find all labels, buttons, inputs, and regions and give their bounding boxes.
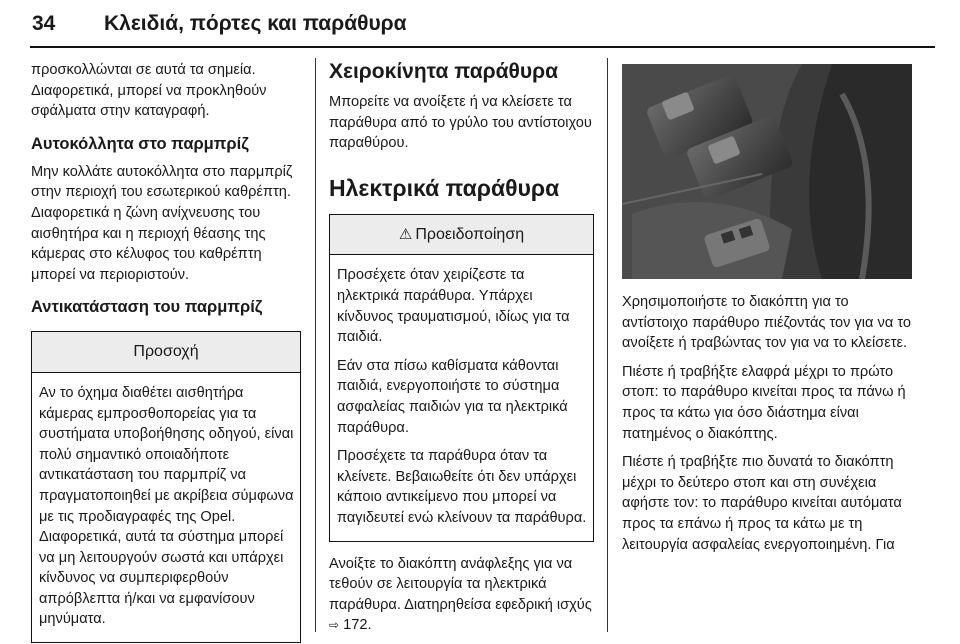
paragraph-manual-windows: Μπορείτε να ανοίξετε ή να κλείσετε τα παράθυρα από το γρύλο του αντίστοιχου παραθύρου. <box>329 94 592 152</box>
heading-windshield-replacement: Αντικατάσταση του παρμπρίζ <box>31 298 263 317</box>
caution-title: Προσοχή <box>32 332 300 373</box>
warning-header <box>330 215 593 256</box>
warning-body <box>330 255 593 540</box>
paragraph-first-stop: Πιέστε ή τραβήξτε ελαφρά μέχρι το πρώτο στοπ: το παράθυρο κινείται προς τα πάνω ή προς τα κάτω για όσο διάστημα είναι πατημένος ο διακόπτης. <box>622 363 906 442</box>
warning-triangle-icon: ⚠ <box>398 225 413 243</box>
column-middle <box>329 60 594 644</box>
column-divider-2 <box>607 58 608 632</box>
warning-title: Προειδοποίηση <box>415 225 525 243</box>
caution-box <box>31 331 301 643</box>
warning-paragraph-2: Εάν στα πίσω καθίσματα κάθονται παιδιά, ενεργοποιήστε το σύστημα ασφαλείας παιδιών για τα ηλεκτρικά παράθυρα. <box>337 357 568 436</box>
caution-body <box>32 373 300 642</box>
column-divider-1 <box>315 58 316 632</box>
page-number: 34 <box>32 12 56 35</box>
page-reference-arrow-icon: ⇨ <box>329 618 340 633</box>
column-right <box>622 60 912 563</box>
ignition-text: Ανοίξτε το διακόπτη ανάφλεξης για να τεθούν σε λειτουργία τα ηλεκτρικά παράθυρα. Διατηρηθείσα εφεδρική ισχύς <box>329 555 592 613</box>
paragraph-second-stop: Πιέστε ή τραβήξτε πιο δυνατά το διακόπτη μέχρι το δεύτερο στοπ και στη συνέχεια αφήστε τον: το παράθυρο κινείται αυτόματα προς τα επάνω ή προς τα κάτω με τη λειτουργία ασφαλείας ενεργοποιημένη. Για <box>622 454 902 553</box>
caution-text: Αν το όχημα διαθέτει αισθητήρα κάμερας εμπροσθοπορείας για τα συστήματα υποβοήθησης οδηγού, είναι πολύ σημαντικό οποιαδήποτε αντικατάσταση του παρμπρίζ να πραγματοποιηθεί με ακρίβεια σύμφωνα με τις προδιαγραφές της Opel. Διαφορετικά, αυτά τα σύστημα μπορεί να μη λειτουργούν σωστά και υπάρχει κίνδυνος να συμπεριφερθούν απρόβλεπτα ή/και να εμφανίσουν μηνύματα. <box>39 384 294 628</box>
door-panel-illustration <box>622 64 912 279</box>
paragraph-stickers: Μην κολλάτε αυτοκόλλητα στο παρμπρίζ στην περιοχή του εσωτερικού καθρέπτη. Διαφορετικά η ζώνη ανίχνευσης του αισθητήρα και η περιοχή θέασης της κάμερας στο κέλυφος του καθρέπτη μπορεί να περιοριστούν. <box>31 163 293 283</box>
paragraph-intro: προσκολλώνται σε αυτά τα σημεία. Διαφορετικά, μπορεί να προκληθούν σφάλματα στην καταγραφή. <box>31 62 267 120</box>
window-switch-photo <box>622 64 912 279</box>
page-header <box>30 8 935 48</box>
heading-windshield-stickers: Αυτοκόλλητα στο παρμπρίζ <box>31 134 249 153</box>
paragraph-ignition <box>329 554 594 636</box>
paragraph-switch-use: Χρησιμοποιήστε το διακόπτη για το αντίστοιχο παράθυρο πιέζοντάς τον για να το ανοίξετε ή τραβώντας τον για να το κλείσετε. <box>622 294 912 352</box>
warning-box <box>329 214 594 542</box>
column-left <box>31 60 301 643</box>
warning-paragraph-1: Προσέχετε όταν χειρίζεστε τα ηλεκτρικά παράθυρα. Υπάρχει κίνδυνος τραυματισμού, ιδίως για τα παιδιά. <box>337 267 570 346</box>
heading-power-windows: Ηλεκτρικά παράθυρα <box>329 174 560 201</box>
warning-paragraph-3: Προσέχετε τα παράθυρα όταν τα κλείνετε. Βεβαιωθείτε ότι δεν υπάρχει κάποιο αντικείμενο που μπορεί να παγιδευτεί ενώ κλείνουν τα παράθυρα. <box>337 448 587 526</box>
heading-manual-windows: Χειροκίνητα παράθυρα <box>329 60 558 83</box>
chapter-title: Κλειδιά, πόρτες και παράθυρα <box>104 12 407 35</box>
page-reference[interactable]: 172. <box>343 617 372 634</box>
